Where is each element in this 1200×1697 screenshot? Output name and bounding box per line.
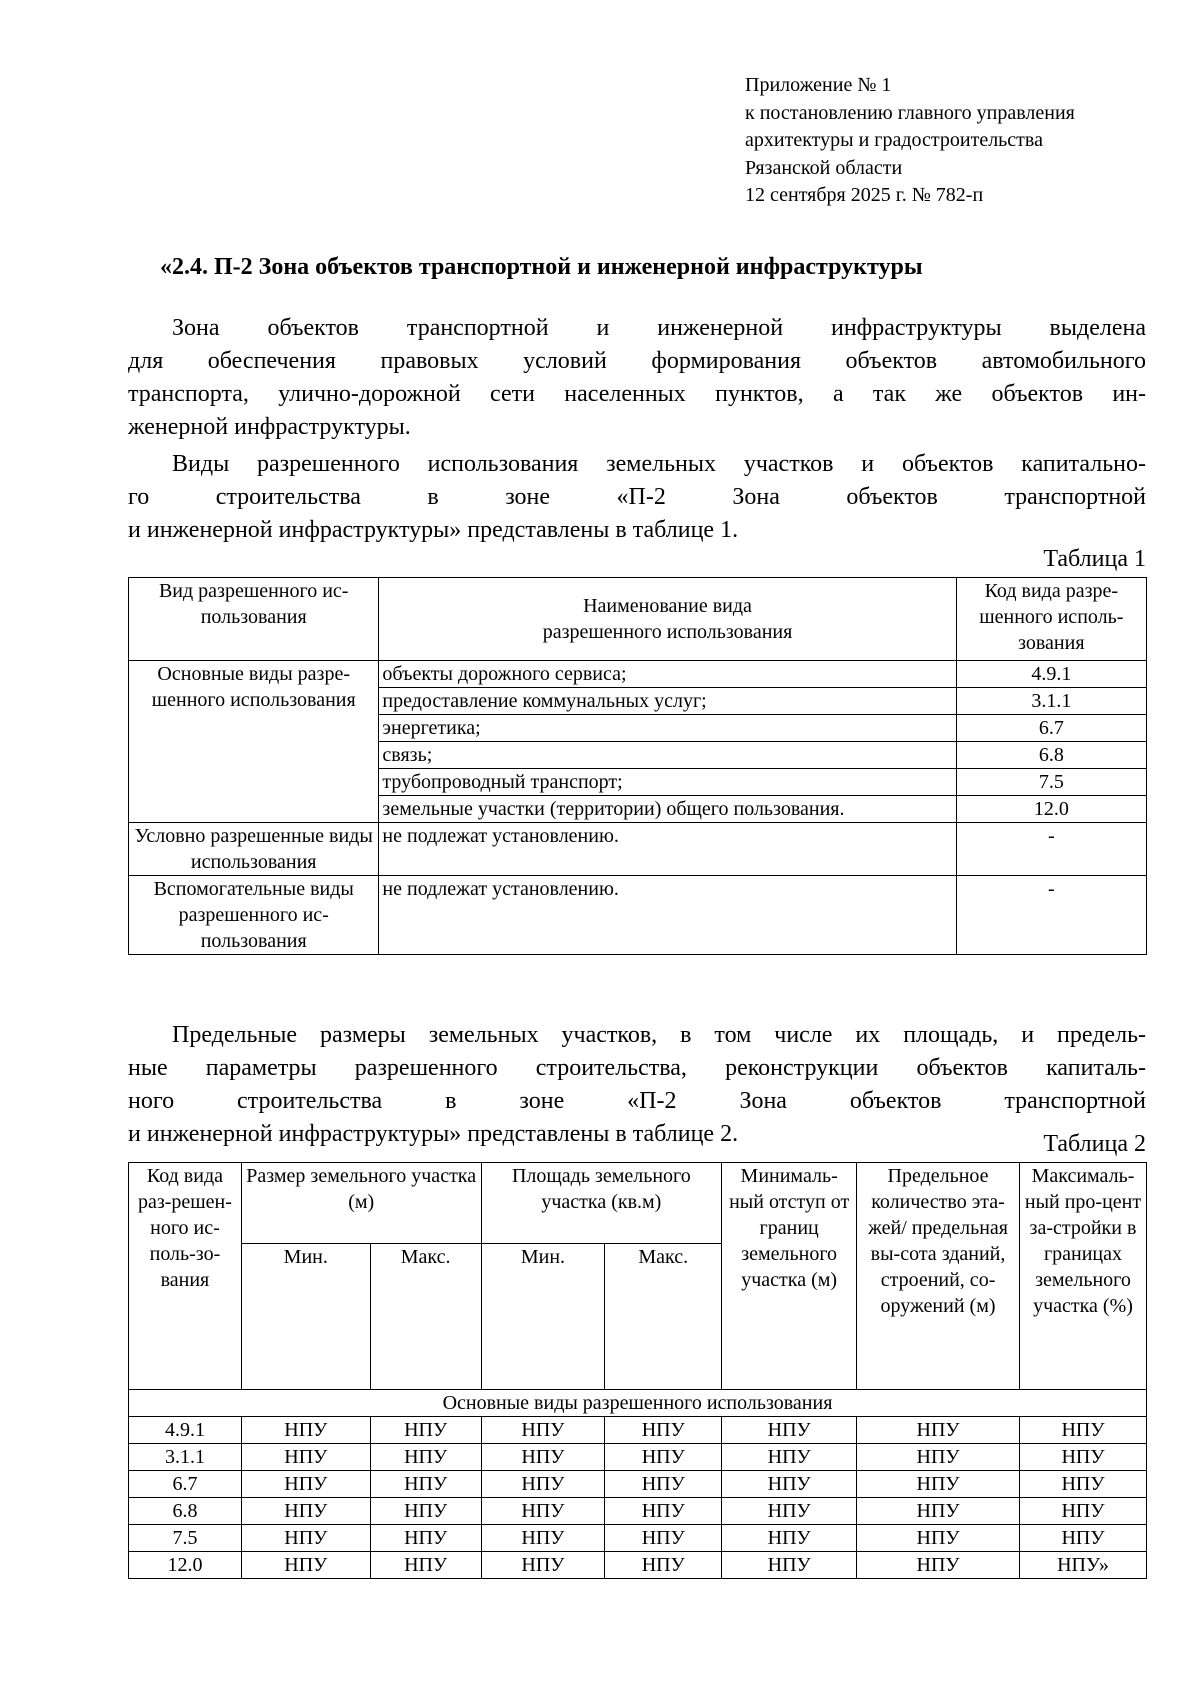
value-cell: НПУ [241, 1498, 370, 1525]
value-cell: НПУ [481, 1498, 605, 1525]
value-cell: НПУ [481, 1471, 605, 1498]
paragraph-1 [128, 312, 1146, 444]
name-cell: объекты дорожного сервиса; [379, 661, 956, 688]
paragraph-line: транспорта, улично-дорожной сети населенных пунктов, а так же объектов ин- [128, 381, 1146, 407]
table-row [129, 1552, 1147, 1579]
paragraph-line: ного строительства в зоне «П-2 Зона объектов транспортной [128, 1088, 1146, 1114]
header-line: разрешенного использования [542, 621, 793, 643]
name-cell: энергетика; [379, 715, 956, 742]
value-cell: НПУ [722, 1417, 857, 1444]
header-cell: Предельное количество эта-жей/ предельная вы-сота зданий, строений, со-оружений (м) [857, 1163, 1020, 1390]
section-heading: «2.4. П-2 Зона объектов транспортной и инженерной инфраструктуры [160, 254, 923, 280]
paragraph-line: Предельные размеры земельных участков, в том числе их площадь, и предель- [172, 1022, 1146, 1048]
code-cell: 6.7 [956, 715, 1146, 742]
table-row [129, 1444, 1147, 1471]
appendix-line: к постановлению главного управления [745, 101, 1075, 124]
header-cell: Мин. [241, 1244, 370, 1390]
value-cell: НПУ [722, 1471, 857, 1498]
header-cell: Мин. [481, 1244, 605, 1390]
value-cell: НПУ [370, 1471, 481, 1498]
paragraph-line: Виды разрешенного использования земельных участков и объектов капитально- [172, 451, 1146, 477]
value-cell: НПУ [241, 1552, 370, 1579]
name-cell: не подлежат установлению. [379, 823, 956, 876]
value-cell: НПУ [1019, 1417, 1146, 1444]
code-cell: - [956, 823, 1146, 876]
section-cell: Основные виды разрешенного использования [129, 1390, 1147, 1417]
value-cell: НПУ [481, 1444, 605, 1471]
value-cell: НПУ [1019, 1471, 1146, 1498]
value-cell: НПУ [722, 1552, 857, 1579]
name-cell: трубопроводный транспорт; [379, 769, 956, 796]
value-cell: НПУ [370, 1498, 481, 1525]
section-row [129, 1390, 1147, 1417]
value-cell: НПУ [857, 1525, 1020, 1552]
value-cell: НПУ [1019, 1525, 1146, 1552]
code-cell: - [956, 876, 1146, 955]
table-row [129, 1498, 1147, 1525]
name-cell: земельные участки (территории) общего пользования. [379, 796, 956, 823]
table-row [129, 876, 1147, 955]
code-cell: 6.8 [129, 1498, 242, 1525]
value-cell: НПУ [722, 1444, 857, 1471]
paragraph-line: ные параметры разрешенного строительства, реконструкции объектов капиталь- [128, 1055, 1146, 1081]
appendix-line: архитектуры и градостроительства [745, 129, 1043, 151]
appendix-block [745, 72, 1075, 210]
header-cell: Макс. [605, 1244, 722, 1390]
table2-caption: Таблица 2 [1043, 1131, 1146, 1157]
value-cell: НПУ [857, 1471, 1020, 1498]
value-cell: НПУ [722, 1525, 857, 1552]
code-cell: 6.8 [956, 742, 1146, 769]
paragraph-line: для обеспечения правовых условий формирования объектов автомобильного [128, 348, 1146, 374]
header-cell: Код вида раз-решен-ного ис-поль-зо-вания [129, 1163, 242, 1390]
paragraph-line: и инженерной инфраструктуры» представлены в таблице 2. [128, 1121, 739, 1147]
value-cell: НПУ [605, 1498, 722, 1525]
value-cell: НПУ» [1019, 1552, 1146, 1579]
code-cell: 12.0 [956, 796, 1146, 823]
value-cell: НПУ [605, 1417, 722, 1444]
code-cell: 12.0 [129, 1552, 242, 1579]
code-cell: 7.5 [129, 1525, 242, 1552]
appendix-line: 12 сентября 2025 г. № 782-п [745, 184, 984, 206]
table-header-row [129, 578, 1147, 661]
value-cell: НПУ [370, 1525, 481, 1552]
paragraph-line: го строительства в зоне «П-2 Зона объектов транспортной [128, 484, 1146, 510]
value-cell: НПУ [370, 1444, 481, 1471]
group-label-cell: Основные виды разре-шенного использования [129, 661, 379, 823]
value-cell: НПУ [1019, 1444, 1146, 1471]
header-cell: Вид разрешенного ис-пользования [129, 578, 379, 661]
table-row [129, 1417, 1147, 1444]
code-cell: 4.9.1 [129, 1417, 242, 1444]
value-cell: НПУ [481, 1525, 605, 1552]
value-cell: НПУ [241, 1471, 370, 1498]
header-cell: Макс. [370, 1244, 481, 1390]
value-cell: НПУ [857, 1498, 1020, 1525]
header-line: Наименование вида [583, 595, 752, 617]
name-cell: предоставление коммунальных услуг; [379, 688, 956, 715]
code-cell: 7.5 [956, 769, 1146, 796]
code-cell: 6.7 [129, 1471, 242, 1498]
name-cell: не подлежат установлению. [379, 876, 956, 955]
value-cell: НПУ [605, 1525, 722, 1552]
value-cell: НПУ [857, 1444, 1020, 1471]
table-row [129, 823, 1147, 876]
code-cell: 3.1.1 [956, 688, 1146, 715]
paragraph-3 [128, 1019, 1146, 1151]
header-cell: Площадь земельного участка (кв.м) [481, 1163, 722, 1244]
table-1 [128, 577, 1147, 955]
code-cell: 4.9.1 [956, 661, 1146, 688]
paragraph-line: и инженерной инфраструктуры» представлены в таблице 1. [128, 517, 739, 543]
value-cell: НПУ [857, 1417, 1020, 1444]
value-cell: НПУ [1019, 1498, 1146, 1525]
group-label-cell: Вспомогательные виды разрешенного ис-пользования [129, 876, 379, 955]
table-2 [128, 1162, 1147, 1579]
value-cell: НПУ [241, 1444, 370, 1471]
value-cell: НПУ [481, 1417, 605, 1444]
header-cell: Максималь-ный про-цент за-стройки в границах земельного участка (%) [1019, 1163, 1146, 1390]
value-cell: НПУ [370, 1417, 481, 1444]
value-cell: НПУ [605, 1552, 722, 1579]
header-cell: Код вида разре-шенного исполь-зования [956, 578, 1146, 661]
value-cell: НПУ [857, 1552, 1020, 1579]
value-cell: НПУ [241, 1525, 370, 1552]
paragraph-line: Зона объектов транспортной и инженерной инфраструктуры выделена [172, 315, 1146, 341]
appendix-line: Приложение № 1 [745, 74, 892, 96]
code-cell: 3.1.1 [129, 1444, 242, 1471]
name-cell: связь; [379, 742, 956, 769]
value-cell: НПУ [605, 1471, 722, 1498]
header-cell: Минималь-ный отступ от границ земельного участка (м) [722, 1163, 857, 1390]
group-label-cell: Условно разрешенные виды использования [129, 823, 379, 876]
header-cell [379, 578, 956, 661]
value-cell: НПУ [241, 1417, 370, 1444]
table1-caption: Таблица 1 [1043, 546, 1146, 572]
appendix-line: Рязанской области [745, 156, 903, 179]
value-cell: НПУ [370, 1552, 481, 1579]
paragraph-2 [128, 448, 1146, 547]
value-cell: НПУ [605, 1444, 722, 1471]
table-header-row [129, 1163, 1147, 1244]
table-row [129, 1471, 1147, 1498]
header-cell: Размер земельного участка (м) [241, 1163, 481, 1244]
value-cell: НПУ [481, 1552, 605, 1579]
value-cell: НПУ [722, 1498, 857, 1525]
table-row [129, 661, 1147, 688]
table-row [129, 1525, 1147, 1552]
paragraph-line: женерной инфраструктуры. [128, 414, 411, 440]
